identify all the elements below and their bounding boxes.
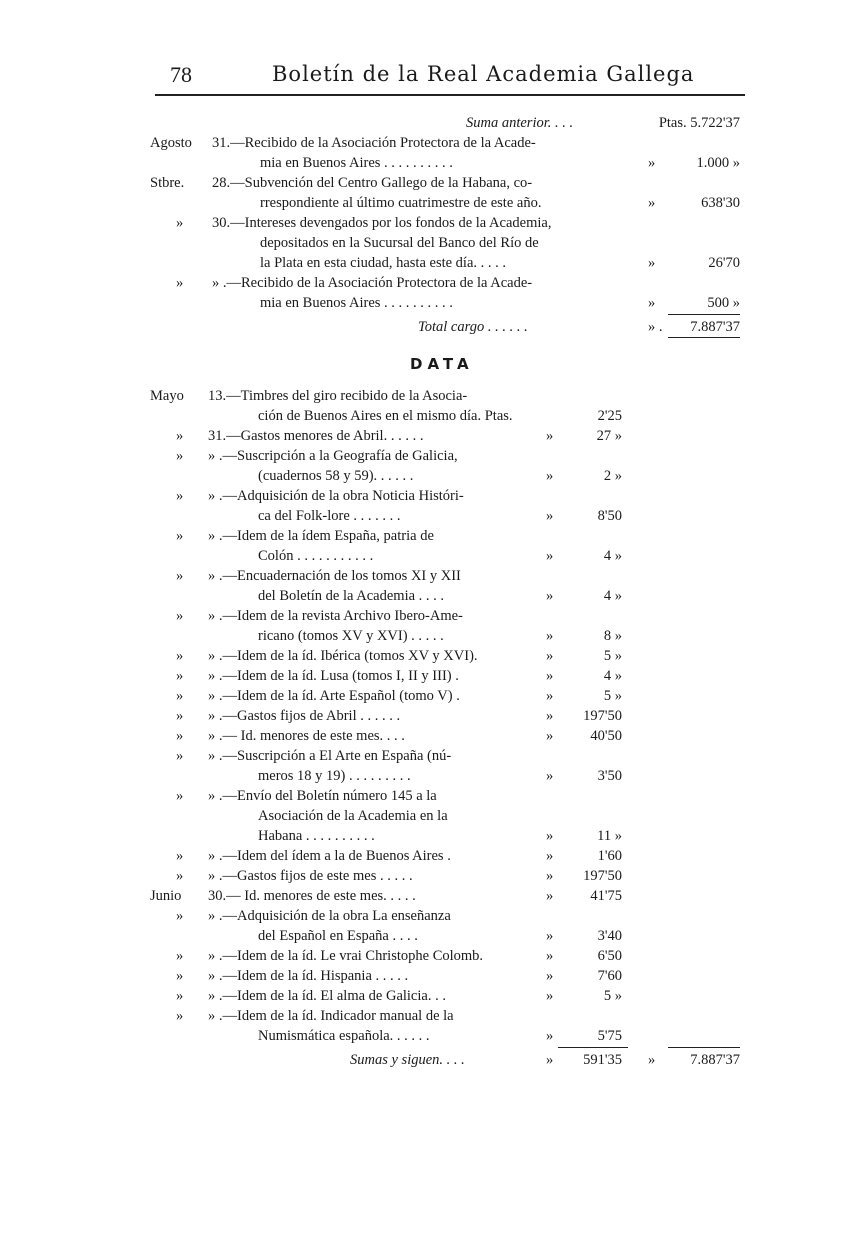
data-line: » .—Idem de la íd. El alma de Galicia. . .	[208, 988, 446, 1004]
data-amount: 8 »	[603, 628, 622, 644]
cargo-month: »	[176, 215, 184, 231]
sumas-label: Sumas y siguen. . . .	[350, 1052, 465, 1068]
data-month: »	[176, 988, 184, 1004]
data-mark: »	[546, 548, 554, 564]
data-month: »	[176, 848, 184, 864]
data-mark: »	[546, 508, 554, 524]
cargo-mark: »	[648, 295, 656, 311]
data-month: »	[176, 1008, 184, 1024]
data-amount: 197'50	[583, 708, 622, 724]
data-mark: »	[546, 468, 554, 484]
cargo-line: rrespondiente al último cuatrimestre de este año.	[260, 195, 542, 211]
data-sum-rule-right	[668, 1047, 740, 1048]
data-line: 31.—Gastos menores de Abril. . . . . .	[208, 428, 424, 444]
data-line: » .—Idem de la íd. Lusa (tomos I, II y III) .	[208, 668, 459, 684]
data-line: » .—Adquisición de la obra Noticia Históri-	[208, 488, 464, 504]
data-month: Mayo	[150, 388, 184, 404]
data-mark: »	[546, 668, 554, 684]
data-month: »	[176, 708, 184, 724]
data-line: Colón . . . . . . . . . . .	[258, 548, 374, 564]
cargo-line: » .—Recibido de la Asociación Protectora de la Acade-	[212, 275, 533, 291]
data-line: » .— Id. menores de este mes. . . .	[208, 728, 405, 744]
data-mark: »	[546, 968, 554, 984]
data-amount: 40'50	[590, 728, 622, 744]
data-line: » .—Idem de la íd. Arte Español (tomo V) .	[208, 688, 460, 704]
cargo-line: mia en Buenos Aires . . . . . . . . . .	[260, 295, 453, 311]
data-month: »	[176, 948, 184, 964]
data-month: »	[176, 908, 184, 924]
data-month: »	[176, 668, 184, 684]
cargo-line: la Plata en esta ciudad, hasta este día. . . . .	[260, 255, 507, 271]
data-line: » .—Idem de la ídem España, patria de	[208, 528, 434, 544]
cargo-mark: »	[648, 255, 656, 271]
data-mark: »	[546, 648, 554, 664]
data-month: »	[176, 448, 184, 464]
data-mark: »	[546, 948, 554, 964]
data-amount: 4 »	[603, 588, 622, 604]
data-line: 30.— Id. menores de este mes. . . . .	[208, 888, 416, 904]
data-line: » .—Encuadernación de los tomos XI y XII	[208, 568, 461, 584]
data-month: »	[176, 748, 184, 764]
data-line: (cuadernos 58 y 59). . . . . .	[258, 468, 414, 484]
data-amount: 2 »	[603, 468, 622, 484]
cargo-line: mia en Buenos Aires . . . . . . . . . .	[260, 155, 453, 171]
data-amount: 1'60	[597, 848, 622, 864]
data-line: ción de Buenos Aires en el mismo día. Ptas.	[258, 408, 513, 424]
cargo-line: 30.—Intereses devengados por los fondos de la Academia,	[212, 215, 552, 231]
data-line: » .—Idem del ídem a la de Buenos Aires .	[208, 848, 451, 864]
data-amount: 7'60	[597, 968, 622, 984]
data-amount: 5 »	[603, 988, 622, 1004]
data-amount: 8'50	[597, 508, 622, 524]
data-line: del Boletín de la Academia . . . .	[258, 588, 445, 604]
cargo-month: Agosto	[150, 135, 192, 151]
journal-title: Boletín de la Real Academia Gallega	[272, 62, 695, 86]
cargo-month: Stbre.	[150, 175, 185, 191]
data-month: »	[176, 968, 184, 984]
data-month: »	[176, 488, 184, 504]
data-line: » .—Idem de la íd. Le vrai Christophe Colomb.	[208, 948, 484, 964]
data-mark: »	[546, 768, 554, 784]
data-heading: DATA	[410, 355, 474, 373]
data-month: »	[176, 528, 184, 544]
data-mark: »	[546, 588, 554, 604]
data-mark: »	[546, 688, 554, 704]
data-line: » .—Suscripción a la Geografía de Galicia,	[208, 448, 458, 464]
data-line: » .—Gastos fijos de Abril . . . . . .	[208, 708, 401, 724]
data-amount: 4 »	[603, 548, 622, 564]
data-line: » .—Envío del Boletín número 145 a la	[208, 788, 437, 804]
data-mark: »	[546, 988, 554, 1004]
sumas-mark: »	[546, 1052, 554, 1068]
data-month: »	[176, 788, 184, 804]
data-amount: 41'75	[590, 888, 622, 904]
cargo-line: depositados en la Sucursal del Banco del Río de	[260, 235, 539, 251]
suma-anterior-label: Suma anterior. . . .	[466, 115, 574, 131]
data-line: » .—Idem de la revista Archivo Ibero-Ame-	[208, 608, 463, 624]
data-line: ricano (tomos XV y XVI) . . . . .	[258, 628, 444, 644]
data-mark: »	[546, 848, 554, 864]
data-month: »	[176, 568, 184, 584]
sumas-mark-2: »	[648, 1052, 656, 1068]
data-month: »	[176, 688, 184, 704]
data-amount: 27 »	[596, 428, 622, 444]
data-line: » .—Idem de la íd. Indicador manual de la	[208, 1008, 454, 1024]
total-cargo-label: Total cargo . . . . . .	[418, 319, 528, 335]
data-mark: »	[546, 828, 554, 844]
data-amount: 3'40	[597, 928, 622, 944]
data-amount: 5 »	[603, 688, 622, 704]
cargo-month: »	[176, 275, 184, 291]
data-mark: »	[546, 708, 554, 724]
data-line: » .—Idem de la íd. Ibérica (tomos XV y XVI).	[208, 648, 478, 664]
sumas-value: 591'35	[583, 1052, 622, 1068]
data-line: meros 18 y 19) . . . . . . . . .	[258, 768, 411, 784]
data-month: »	[176, 728, 184, 744]
data-mark: »	[546, 1028, 554, 1044]
cargo-total-rule	[668, 337, 740, 338]
data-month: Junio	[150, 888, 182, 904]
suma-anterior-value: Ptas. 5.722'37	[658, 115, 740, 131]
total-cargo-value: 7.887'37	[690, 319, 740, 335]
cargo-amount: 1.000 »	[696, 155, 740, 171]
cargo-sum-rule	[668, 314, 740, 315]
data-month: »	[176, 608, 184, 624]
data-amount: 11 »	[597, 828, 622, 844]
data-mark: »	[546, 628, 554, 644]
data-line: » .—Gastos fijos de este mes . . . . .	[208, 868, 413, 884]
data-amount: 2'25	[597, 408, 622, 424]
data-line: Habana . . . . . . . . . .	[258, 828, 375, 844]
data-amount: 5 »	[603, 648, 622, 664]
data-amount: 4 »	[603, 668, 622, 684]
data-amount: 5'75	[597, 1028, 622, 1044]
data-amount: 197'50	[583, 868, 622, 884]
cargo-amount: 638'30	[701, 195, 740, 211]
data-mark: »	[546, 428, 554, 444]
data-mark: »	[546, 728, 554, 744]
page-number: 78	[170, 62, 192, 87]
data-amount: 6'50	[597, 948, 622, 964]
header-rule	[155, 94, 745, 96]
cargo-line: 31.—Recibido de la Asociación Protectora de la Acade-	[212, 135, 536, 151]
data-month: »	[176, 868, 184, 884]
cargo-line: 28.—Subvención del Centro Gallego de la Habana, co-	[212, 175, 533, 191]
data-mark: »	[546, 928, 554, 944]
data-sum-rule	[558, 1047, 628, 1048]
data-line: ca del Folk-lore . . . . . . .	[258, 508, 401, 524]
data-mark: »	[546, 888, 554, 904]
data-line: » .—Adquisición de la obra La enseñanza	[208, 908, 451, 924]
data-amount: 3'50	[597, 768, 622, 784]
cargo-mark: »	[648, 195, 656, 211]
data-line: » .—Idem de la íd. Hispania . . . . .	[208, 968, 409, 984]
data-mark: »	[546, 868, 554, 884]
data-line: » .—Suscripción a El Arte en España (nú-	[208, 748, 452, 764]
cargo-amount: 26'70	[708, 255, 740, 271]
cargo-mark: »	[648, 155, 656, 171]
total-cargo-mark: » .	[648, 319, 663, 335]
data-line: Numismática española. . . . . .	[258, 1028, 430, 1044]
data-line: del Español en España . . . .	[258, 928, 418, 944]
data-month: »	[176, 428, 184, 444]
cargo-amount: 500 »	[707, 295, 740, 311]
data-month: »	[176, 648, 184, 664]
data-line: Asociación de la Academia en la	[258, 808, 448, 824]
data-line: 13.—Timbres del giro recibido de la Asocia-	[208, 388, 468, 404]
sumas-total: 7.887'37	[690, 1052, 740, 1068]
